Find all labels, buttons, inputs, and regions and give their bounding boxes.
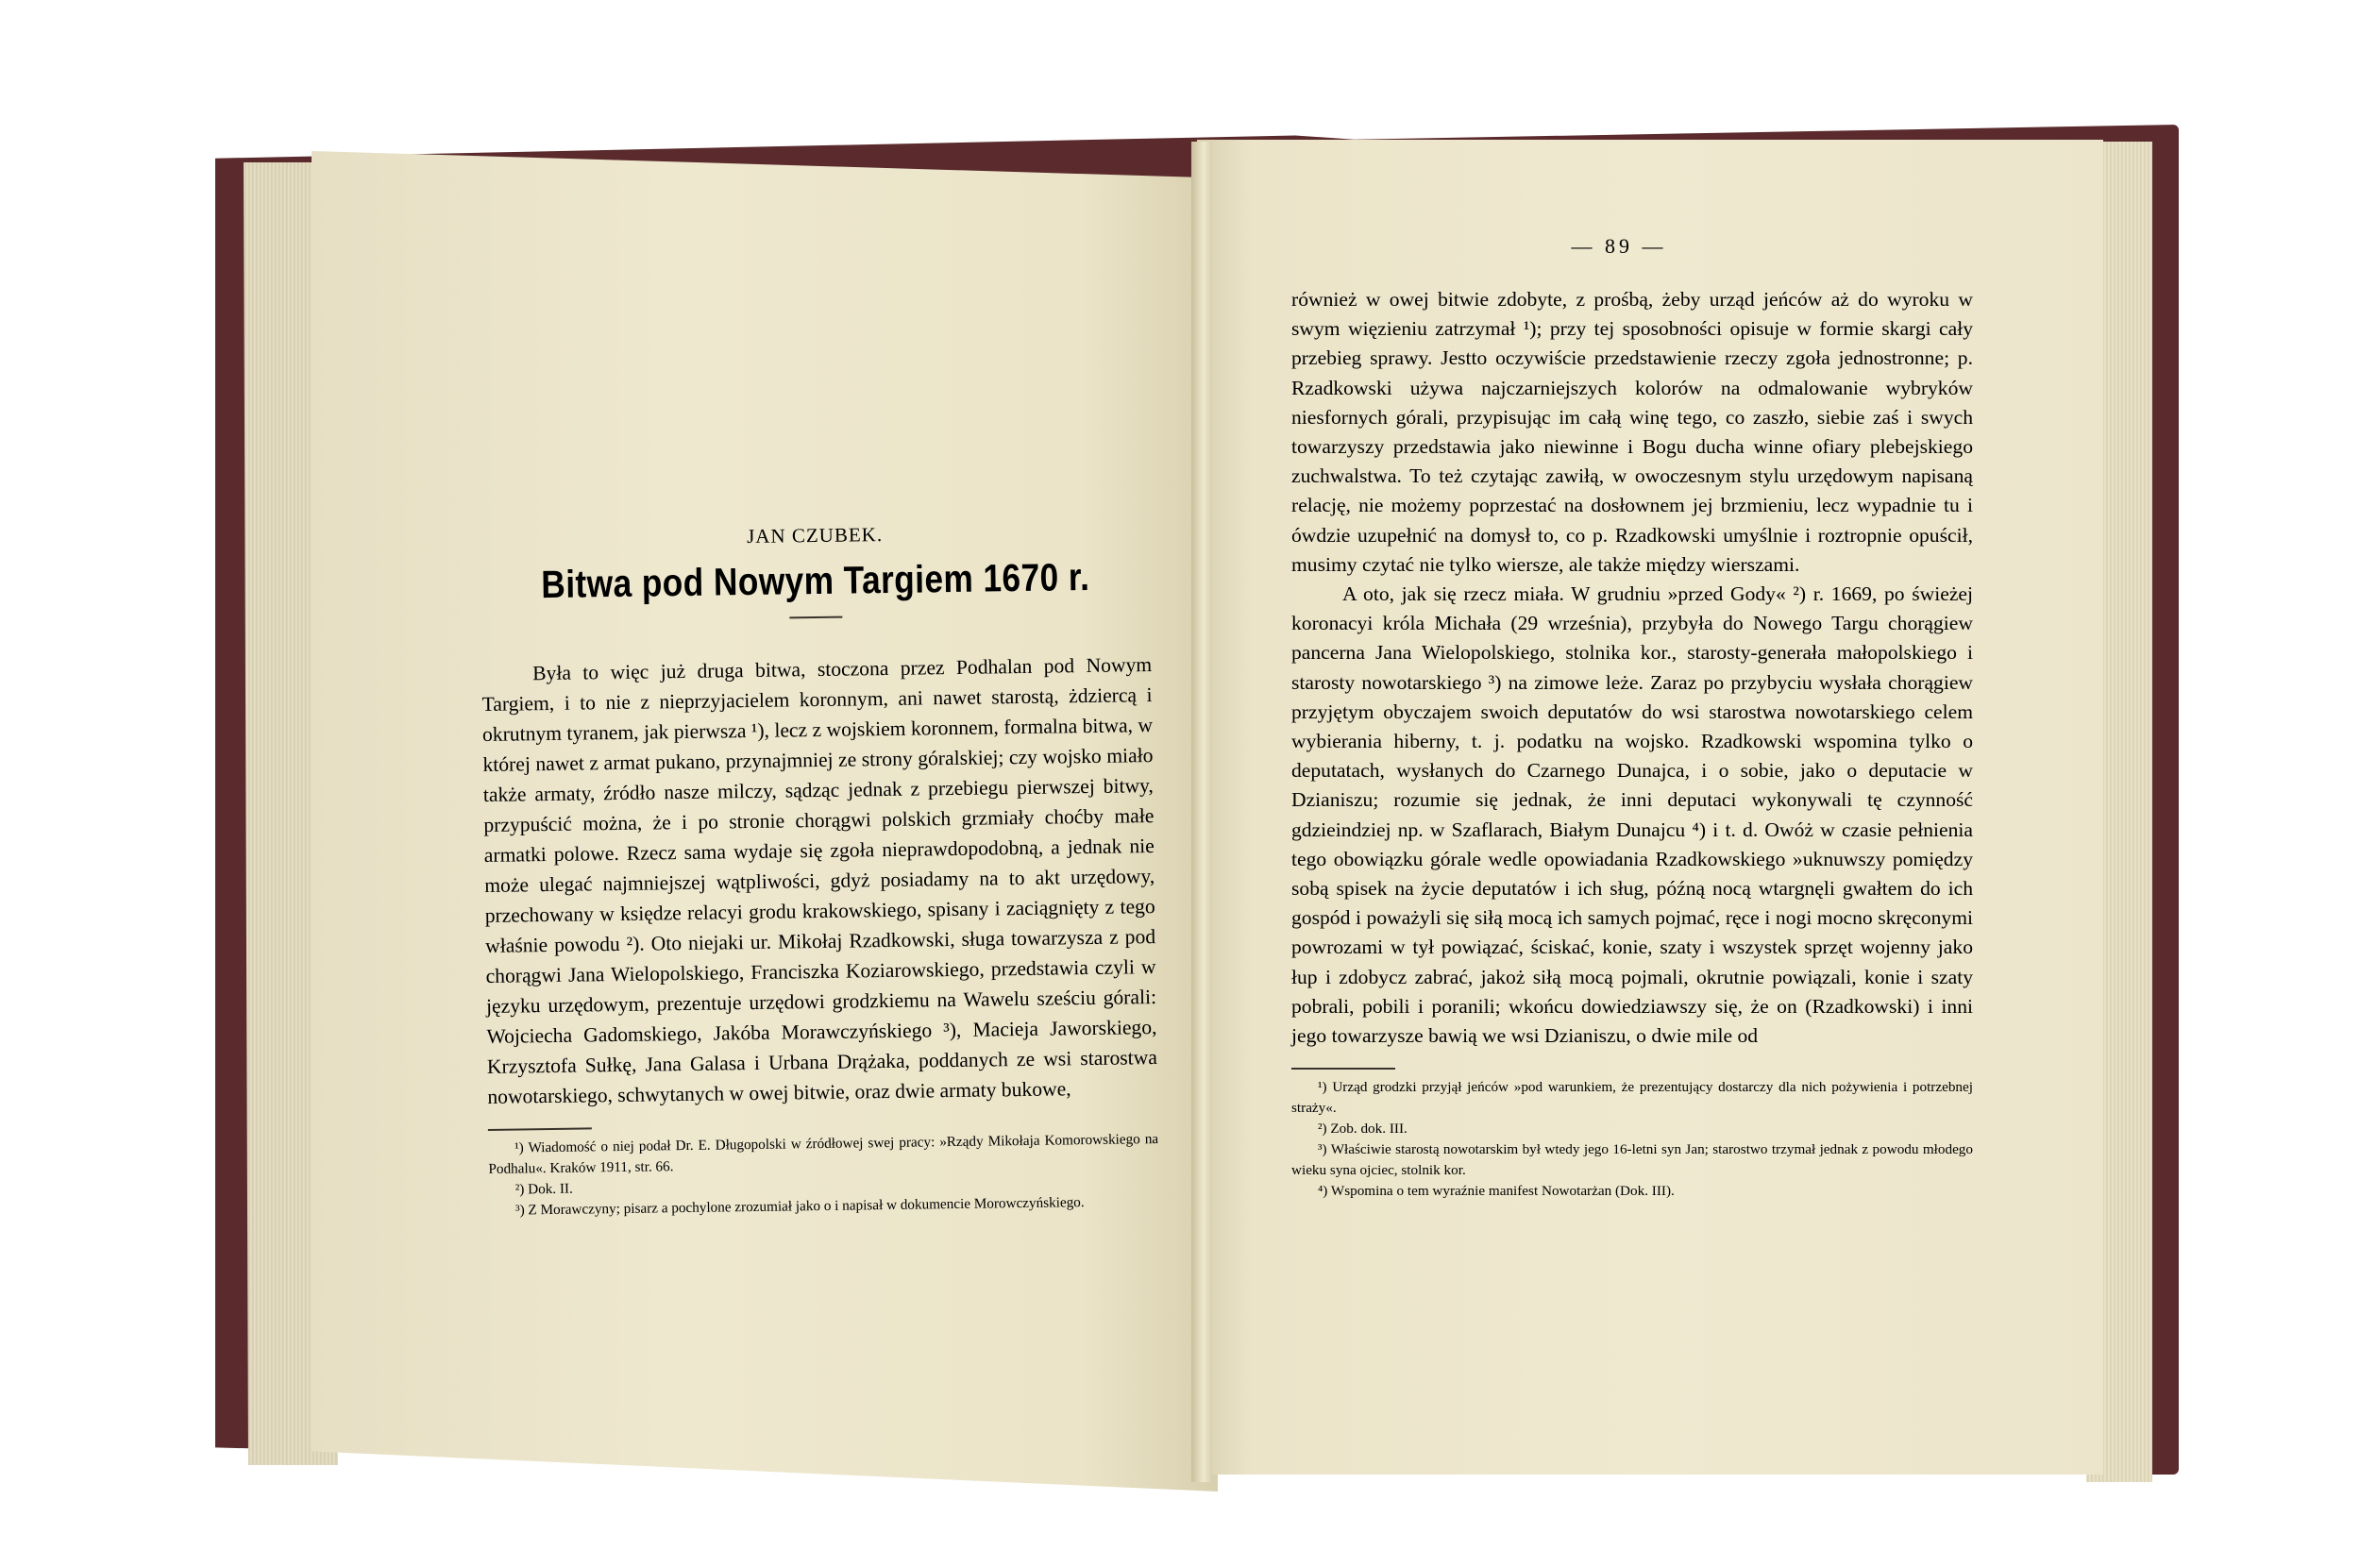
- right-footnote-4: ⁴) Wspomina o tem wyraźnie manifest Nowotarżan (Dok. III).: [1318, 1182, 1675, 1199]
- footnote-divider: [1291, 1068, 1395, 1070]
- title-divider: [789, 616, 842, 619]
- page-number: — 89 —: [1571, 234, 1667, 258]
- right-footnote-2: ²) Zob. dok. III.: [1318, 1120, 1408, 1137]
- article-title: Bitwa pod Nowym Targiem 1670 r.: [541, 554, 1090, 607]
- left-footnote-1: ¹) Wiadomość o niej podał Dr. E. Długopolski w źródłowej swej pracy: »Rządy Mikołaja Komorowskiego na Podhalu«. Kraków 1911, str. 66.: [488, 1130, 1159, 1177]
- footnote-divider: [488, 1127, 592, 1130]
- right-page-text: [1291, 285, 1973, 1202]
- left-footnote-2: ²) Dok. II.: [514, 1180, 573, 1198]
- left-page-text: [480, 519, 1159, 1221]
- right-body-paragraph-1: również w owej bitwie zdobyte, z prośbą, żeby urząd jeńców aż do wyroku w swym więzieniu zatrzymał ¹); przy tej sposobności opisuje w formie skargi cały przebieg sprawy. Jestto oczywiście przedstawienie rzeczy zgoła jednostronne; p. Rzadkowski używa najczarniejszych kolorów na odmalowanie wybryków niesfornych górali, przypisując im całą winę tego, co zaszło, siebie zaś i swych towarzyszy przedstawia jako niewinne i Bogu ducha winne ofiary plebejskiego zuchwalstwa. To też czytając zawiłą, w owoczesnym stylu urzędowym napisaną relację, nie możemy poprzestać na dosłownem jej brzmieniu, lecz wypadnie tu i ówdzie uzupełnić na domysł to, co p. Rzadkowski umyślnie i roztropnie opuścił, musimy czytać nie tylko wiersze, ale także między wierszami.: [1291, 288, 1973, 576]
- book-gutter: [1191, 142, 1212, 1482]
- right-footnote-1: ¹) Urząd grodzki przyjął jeńców »pod warunkiem, że prezentujący dostarczy dla nich pożywienia i potrzebnej straży«.: [1291, 1078, 1973, 1116]
- right-body-paragraph-2: A oto, jak się rzecz miała. W grudniu »przed Gody« ²) r. 1669, po świeżej koronacyi króla Michała (29 września), przybyła do Nowego Targu chorągiew pancerna Jana Wielopolskiego, stolnika kor., starosty-generała małopolskiego i starosty nowotarskiego ³) na zimowe leże. Zaraz po przybyciu wysłała chorągiew przyjętym obyczajem swoich deputatów do wsi starostwa nowotarskiego celem wybierania hiberny, t. j. podatku na wojsko. Rzadkowski wspomina tylko o deputatach, wysłanych do Czarnego Dunajca, i o sobie, jako o deputacie w Dzianiszu; rozumie się jednak, że inni deputaci wykonywali tę czynność gdzieindziej np. w Szaflarach, Białym Dunajcu ⁴) i t. d. Owóż w czasie pełnienia tego obowiązku górale wedle opowiadania Rzadkowskiego »uknuwszy pomiędzy sobą spisek na życie deputatów i ich sług, późną nocą wtargnęli gwałtem do ich gospód i poważyli się siłą mocą ich samych pojmać, ręce i nogi mocno skręconymi powrozami w tył powiązać, ściskać, konie, szaty i wszystek sprzęt wojenny jako łup i zdobycz zabrać, jakoż siłą mocą pojmali, okrutnie powiązali, konie i szaty pobrali, pobili i poranili; wkońcu dowiedziawszy się, że on (Rzadkowski) i inni jego towarzysze bawią we wsi Dzianiszu, o dwie mile od: [1291, 582, 1973, 1048]
- left-body-paragraph: Była to więc już druga bitwa, stoczona przez Podhalan pod Nowym Targiem, i to nie z nieprzyjacielem koronnym, ani nawet starostą, żdziercą i okrutnym tyranem, jak pierwsza ¹), lecz z wojskiem koronnem, formalna bitwa, w której nawet z armat pukano, przynajmniej ze strony góralskiej; czy wojsko miało także armaty, źródło nasze milczy, sądząc jednak z przebiegu pierwszej bitwy, przypuścić można, że i po stronie chorągwi polskich grzmiały choćby małe armatki polowe. Rzecz sama wydaje się zgoła nieprawdopodobną, a jednak nie może ulegać najmniejszej wątpliwości, gdyż posiadamy na to akt urzędowy, przechowany w księdze relacyi grodu krakowskiego, spisany i zaciągnięty z tego właśnie powodu ²). Oto niejaki ur. Mikołaj Rzadkowski, sługa towarzysza z pod chorągwi Jana Wielopolskiego, Franciszka Koziarowskiego, przedstawia czyli w języku urzędowym, prezentuje urzędowi grodzkiemu na Wawelu sześciu górali: Wojciecha Gadomskiego, Jakóba Morawczyńskiego ³), Macieja Jaworskiego, Krzysztofa Sułkę, Jana Galasa i Urbana Drążaka, poddanych ze wsi starostwa nowotarskiego, schwytanych w owej bitwie, oraz dwie armaty bukowe,: [481, 653, 1158, 1108]
- article-author: JAN CZUBEK.: [746, 523, 884, 548]
- right-footnote-3: ³) Właściwie starostą nowotarskim był wtedy jego 16-letni syn Jan; starostwo trzymał jednak z powodu młodego wieku syna ojciec, stolnik kor.: [1291, 1140, 1973, 1178]
- left-footnote-3: ³) Z Morawczyny; pisarz a pochylone zrozumiał jako o i napisał w dokumencie Morowczyńskiego.: [514, 1193, 1085, 1219]
